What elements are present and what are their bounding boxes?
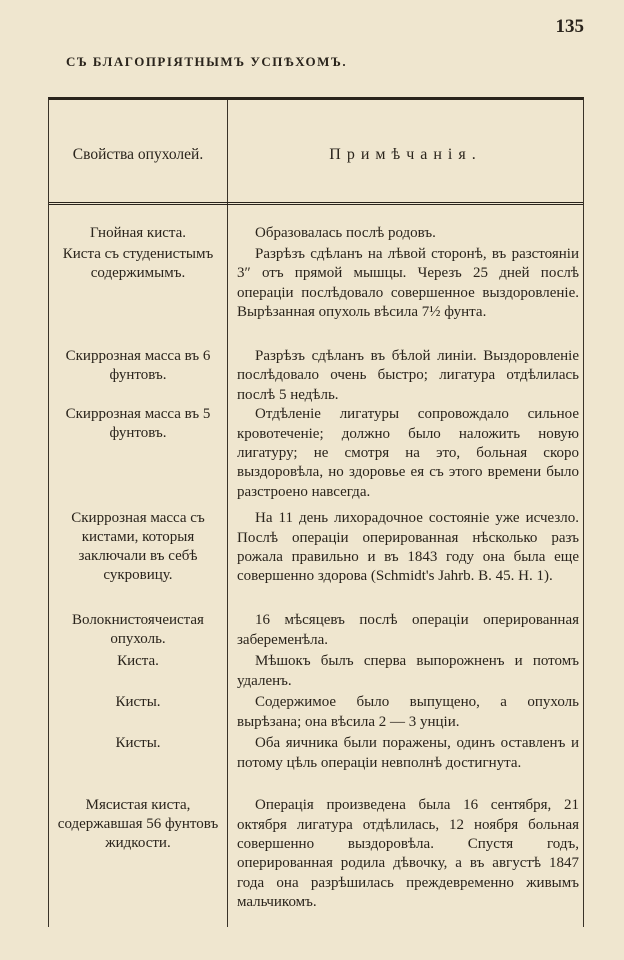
table-row xyxy=(49,347,583,405)
cell-remark: Мѣшокъ былъ сперва выпорожненъ и потомъ удаленъ. xyxy=(237,653,579,689)
cell-property: Мясистая киста, содержавшая 56 фунтовъ жидкости. xyxy=(57,797,219,852)
cell-remark: Оба яичника были поражены, одинъ оставленъ и потому цѣль операціи невполнѣ достигнута. xyxy=(237,735,579,771)
cell-remark: На 11 день лихорадочное состояніе уже исчезло. Послѣ операціи оперированная нѣсколько разъ рожала правильно и въ 1843 году она была еще совершенно здорова (Schmidt's Jahrb. B. 45. H. 1). xyxy=(237,510,579,585)
table-row xyxy=(49,224,583,245)
cell-remark: 16 мѣсяцевъ послѣ операціи оперированная забеременѣла. xyxy=(237,612,579,648)
cell-property: Киста. xyxy=(117,653,159,670)
cell-remark: Разрѣзъ сдѣланъ на лѣвой сторонѣ, въ разстояніи 3″ отъ прямой мышцы. Черезъ 25 дней послѣ операціи послѣдовало совершенное выздоровленіе. Вырѣзанная опухоль вѣсила 7½ фунта. xyxy=(237,246,579,321)
table-row xyxy=(49,405,583,509)
cell-property: Скиррозная масса въ 6 фунтовъ. xyxy=(65,348,211,383)
table-row xyxy=(49,652,583,693)
header-rule xyxy=(49,202,583,205)
header-remarks: Примѣчанія. xyxy=(329,146,482,163)
cell-remark: Содержимое было выпущено, а опухоль вырѣзана; она вѣсила 2 — 3 унціи. xyxy=(237,694,579,730)
tumor-table xyxy=(48,97,584,927)
table-row xyxy=(49,693,583,734)
page-number: 135 xyxy=(555,16,584,37)
header-properties: Свойства опухолей. xyxy=(72,146,204,163)
cell-remark: Разрѣзъ сдѣланъ въ бѣлой линіи. Выздоровленіе послѣдовало очень быстро; лигатура отдѣлилась послѣ 5 недѣль. xyxy=(237,348,579,403)
cell-property: Волокнистоячеистая опухоль. xyxy=(72,612,204,648)
cell-property: Скиррозная масса въ 5 фунтовъ. xyxy=(65,406,211,442)
cell-property: Кисты. xyxy=(115,735,161,752)
table-row xyxy=(49,734,583,796)
table-row xyxy=(49,245,583,347)
cell-remark: Образовалась послѣ родовъ. xyxy=(255,225,436,241)
cell-property: Киста съ студенистымъ содержимымъ. xyxy=(62,246,214,281)
running-head: СЪ БЛАГОПРІЯТНЫМЪ УСПѢХОМЪ. xyxy=(66,54,348,69)
cell-remark: Операція произведена была 16 сентября, 21 октября лигатура отдѣлилась, 12 ноября больная совершенно выздоровѣла. Спустя годъ, оперированная родила дѣвочку, а въ августѣ 1847 года она разрѣшилась преждевременно живымъ мальчикомъ. xyxy=(237,797,579,911)
table-row xyxy=(49,796,583,912)
cell-remark: Отдѣленіе лигатуры сопровождало сильное кровотеченіе; должно было наложить новую лигатуру; не смотря на это, больная скоро выздоровѣла, но здоровье ея съ этого времени было разстроено навсегда. xyxy=(237,406,579,500)
cell-property: Кисты. xyxy=(115,694,161,711)
table-body xyxy=(49,224,583,913)
table-row xyxy=(49,509,583,611)
table-row xyxy=(49,611,583,652)
cell-property: Гнойная киста. xyxy=(89,225,187,241)
cell-property: Скиррозная масса съ кистами, которыя заключали въ себѣ сукровицу. xyxy=(71,510,205,584)
